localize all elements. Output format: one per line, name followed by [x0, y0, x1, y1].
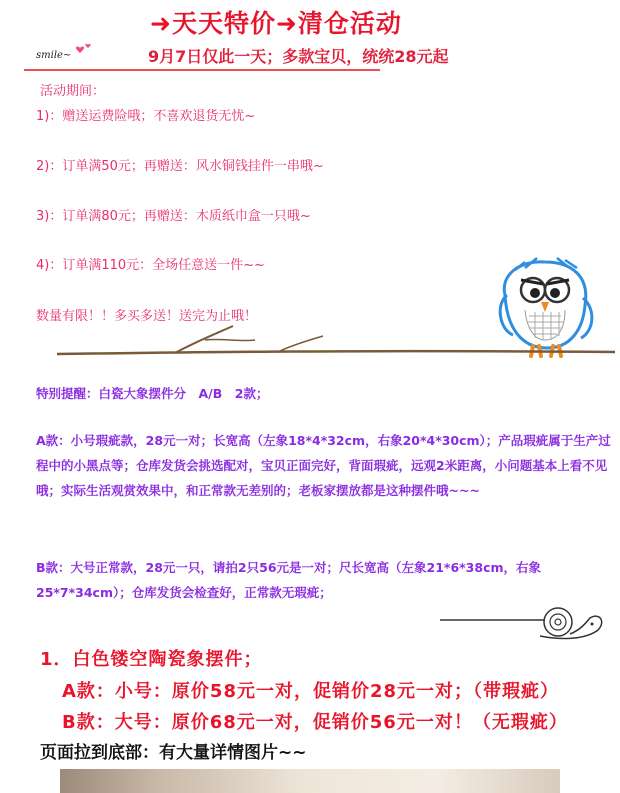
model-b-description: B款：大号正常款，28元一只，请拍2只56元是一对；尺长宽高（左象21*6*38cm，右象25*7*34cm）；仓库发货会检查好，正常款无瑕疵； — [36, 560, 542, 600]
product-heading: 1．白色镂空陶瓷象摆件； — [40, 649, 263, 670]
special-reminder: 特别提醒：白瓷大象摆件分 A/B 2款； — [36, 386, 269, 401]
activity-item-1: 1)：赠送运费险哦；不喜欢退货无忧~ — [36, 109, 256, 124]
model-a-description: A款：小号瑕疵款，28元一对；长宽高（左象18*4*32cm，右象20*4*30cm）；产品瑕疵属于生产过程中的小黑点等；仓库发货会挑选配对，宝贝正面完好，背面瑕疵，远观2米距离，小问题基本上看不见哦；实际生活观赏效果中，和正常款无差别的；老板家摆放都是这种摆件哦~~~ — [36, 433, 611, 498]
limited-notice: 数量有限！！多买多送！送完为止哦！ — [36, 309, 258, 324]
smile-logo — [36, 40, 100, 64]
product-photo-strip — [60, 769, 560, 793]
subtitle: 9月7日仅此一天；多款宝贝，统统28元起 — [148, 47, 449, 66]
activity-item-3: 3)：订单满80元；再赠送：木质纸巾盒一只哦~ — [36, 209, 311, 224]
svg-text:smile~: smile~ — [36, 50, 72, 61]
activity-item-2: 2)：订单满50元；再赠送：风水铜钱挂件一串哦~ — [36, 159, 324, 174]
product-line-a: A款：小号：原价58元一对，促销价28元一对；（带瑕疵） — [62, 681, 560, 702]
page-title: ➜天天特价➜清仓活动 — [150, 9, 402, 38]
activity-period-label: 活动期间： — [40, 84, 106, 99]
scroll-hint: 页面拉到底部：有大量详情图片~~ — [40, 743, 307, 763]
divider-line — [24, 69, 380, 71]
product-line-b: B款：大号：原价68元一对，促销价56元一对！（无瑕疵） — [62, 712, 568, 733]
tree-branch — [55, 322, 615, 362]
snail-doodle — [440, 600, 610, 645]
activity-item-4: 4)：订单满110元：全场任意送一件~~ — [36, 258, 265, 273]
